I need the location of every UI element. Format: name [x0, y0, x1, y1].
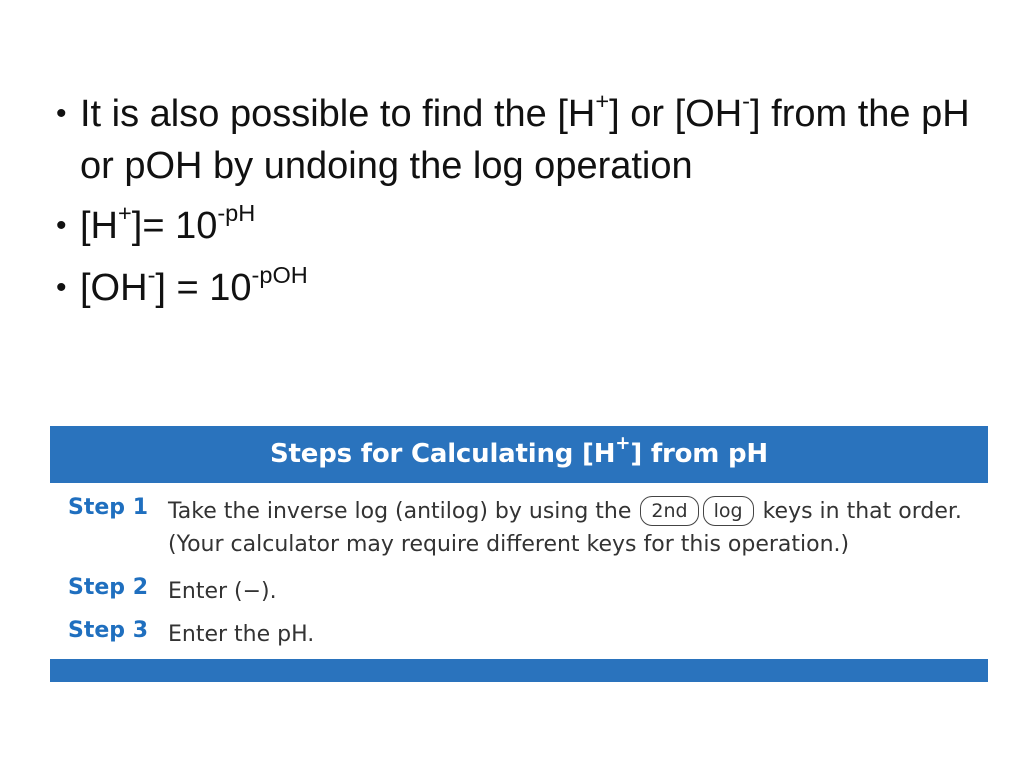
- title-superscript: +: [615, 432, 631, 454]
- step-label: Step 3: [68, 618, 148, 643]
- bullet-dot: •: [56, 209, 67, 242]
- step-label: Step 1: [68, 495, 148, 520]
- step-text-segment: Take the inverse log (antilog) by using the: [168, 499, 632, 524]
- calculator-key-2nd: 2nd: [640, 496, 698, 526]
- text-segment: [H: [80, 205, 118, 247]
- bullet-item-1: [56, 88, 996, 192]
- text-segment: ] or [OH: [609, 93, 743, 135]
- title-text: Steps for Calculating [H: [270, 439, 616, 469]
- steps-title: [50, 426, 988, 483]
- step-text: [168, 495, 978, 561]
- superscript: +: [595, 87, 610, 114]
- text-segment: It is also possible to find the [H: [80, 93, 596, 135]
- step-text: Enter the pH.: [168, 622, 315, 647]
- text-segment: [OH: [80, 267, 148, 309]
- step-1: [68, 495, 978, 565]
- steps-body: [50, 483, 988, 659]
- step-text-segment: keys in that order. (Your calculator may require different keys for this operation.): [168, 499, 962, 557]
- exponent: -pH: [217, 199, 256, 226]
- bullet-item-2: [56, 198, 996, 254]
- bullet-dot: •: [56, 271, 67, 304]
- superscript: -: [147, 261, 156, 288]
- step-text: Enter (−).: [168, 579, 277, 604]
- text-segment: ] from the pH or pOH by undoing the log operation: [80, 93, 970, 187]
- calculator-key-log: log: [703, 496, 754, 526]
- bullet-dot: •: [56, 97, 67, 130]
- superscript: -: [742, 87, 751, 114]
- superscript: +: [118, 199, 132, 226]
- bullet-list: [56, 88, 996, 316]
- text-segment: ]= 10: [131, 205, 218, 247]
- bullet-item-3: [56, 260, 996, 316]
- text-segment: ] = 10: [155, 267, 252, 309]
- title-text: ] from pH: [630, 439, 768, 469]
- steps-footer-bar: [50, 659, 988, 682]
- step-label: Step 2: [68, 575, 148, 600]
- steps-figure: [50, 426, 988, 682]
- exponent: -pOH: [251, 261, 308, 288]
